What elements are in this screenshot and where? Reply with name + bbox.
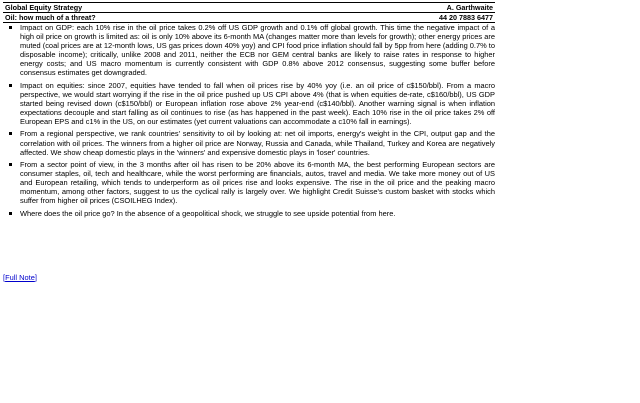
report-subtitle: Oil: how much of a threat? <box>3 13 308 23</box>
report-header <box>3 2 495 23</box>
header-row-subtitle <box>3 13 495 23</box>
bullet-text: From a sector point of view, in the 3 months after oil has risen to be 20% above its 6-month MA, the best performing European sectors are consumer staples, oil, tech and healthcare, while the worst performing are financials, autos, travel and media. We take more money out of US and European retailing, which tends to underperform as oil prices rise and looks expensive. The rise in the oil price and the peaking macro momentum, among other factors, suggest to us the cyclical rally is largely over. We highlight Credit Suisse's custom basket with stocks which suffer from higher oil prices (CSOILHEG Index). <box>20 159 495 206</box>
bullet-icon <box>9 26 12 29</box>
list-item <box>20 160 495 205</box>
analyst-phone: 44 20 7883 6477 <box>308 13 495 23</box>
list-item <box>20 129 495 156</box>
bullet-icon <box>9 212 12 215</box>
full-note-link[interactable] <box>3 273 37 282</box>
analyst-name: A. Garthwaite <box>308 3 495 13</box>
bullet-text: Where does the oil price go? In the absence of a geopolitical shock, we struggle to see upside potential from here. <box>20 208 396 218</box>
list-item <box>20 209 495 218</box>
list-item <box>20 23 495 78</box>
full-note-open-bracket: [ <box>3 273 6 282</box>
bullet-icon <box>9 84 12 87</box>
report-title: Global Equity Strategy <box>3 3 308 13</box>
bullet-text: From a regional perspective, we rank countries' sensitivity to oil by looking at: net oil imports, energy's weight in the CPI, output gap and the correlation with oil prices. The winners from a higher oil price are Norway, Russia and Canada, while Thailand, Turkey and Korea are negatively affected. We show cheap domestic plays in the 'winners' and expensive domestic plays in 'loser' countries. <box>20 129 495 157</box>
bullet-text: Impact on equities: since 2007, equities have tended to fall when oil prices rise by 40% yoy (i.e. an oil price of c$150/bbl). From a macro perspective, we would start worrying if the rise in the oil price pushed up US CPI above 4% (that is when equities de-rate, c$160/bbl), US GDP started being revised down (c$150/bbl) or European inflation rose above 2% year-end (c$140/bbl). Another warning signal is when inflation expectations decouple and start falling as oil continues to rise (as has happened in the past week). Each 10% rise in the oil price takes 2% off European EPS and c1% in the US, on our estimates (yet current valuations can accommodate a c10% fall in earnings). <box>20 80 495 127</box>
full-note-label: Full Note <box>5 273 35 282</box>
bullet-icon <box>9 163 12 166</box>
bullet-list <box>3 23 495 221</box>
list-item <box>20 81 495 126</box>
bullet-text: Impact on GDP: each 10% rise in the oil price takes 0.2% off US GDP growth and 0.1% off global growth. This time the negative impact of a high oil price on growth is limited as: oil is only 10% above its 6-month MA (changes matter more than levels for growth); other energy prices are muted (coal prices are at 12-month lows, US gas prices down 40% yoy) and CPI food price inflation should fall by 5pp from here (adding 0.7% to disposable income); critically, unlike 2008 and 2011, neither the ECB nor GEM central banks are likely to raise rates in response to higher energy costs; and US macro momentum is currently consistent with GDP 0.8% above 2012 consensus, suggesting some buffer before consensus estimates get downgraded. <box>20 23 496 78</box>
header-row-title <box>3 3 495 13</box>
full-note-close-bracket: ] <box>34 273 37 282</box>
bullet-icon <box>9 132 12 135</box>
